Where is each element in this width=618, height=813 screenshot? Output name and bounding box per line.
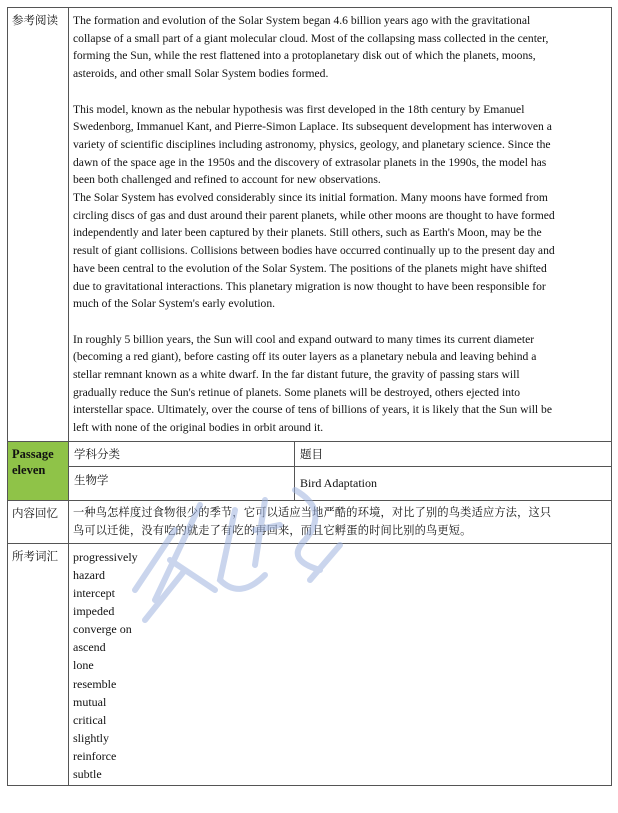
vocab-word: converge on — [73, 622, 132, 637]
vocab-word: hazard — [73, 567, 105, 582]
vocabulary-row — [8, 543, 612, 785]
reading-label: 参考阅读 — [8, 8, 69, 442]
vocab-word: intercept — [73, 586, 115, 601]
document-page — [7, 7, 611, 786]
reading-paragraph-1: The formation and evolution of the Solar System began 4.6 billion years ago with the gravitational collapse of a small part of a giant molecular cloud. Most of the collapsing mass collected in the center, forming the Sun, while the rest flattened into a protoplanetary disk out of which the planets, moons, asteroids, and other small Solar System bodies formed. — [73, 14, 549, 81]
vocabulary-list — [69, 543, 612, 785]
reading-paragraph-2: This model, known as the nebular hypothesis was first developed in the 18th century by Emanuel Swedenborg, Immanuel Kant, and Pierre-Simon Laplace. Its subsequent development has interwoven a variety of scientific disciplines including astronomy, physics, geology, and planetary science. Since the dawn of the space age in the 1950s and the discovery of extrasolar planets in the 1990s, the model has been both challenged and refined to account for new observations. — [73, 102, 552, 187]
title-header: 题目 — [295, 441, 612, 466]
reading-text — [69, 8, 612, 442]
reading-paragraph-4: In roughly 5 billion years, the Sun will cool and expand outward to many times its current diameter (becoming a red giant), before casting off its outer layers as a planetary nebula and leaving behind a stellar remnant known as a white dwarf. In the far distant future, the gravity of passing stars will gradually reduce the Sun's retinue of planets. Some planets will be destroyed, others ejected into interstellar space. Ultimately, over the course of tens of billions of years, it is likely that the Sun will be left with none of the original bodies in orbit around it. — [73, 332, 552, 435]
passage-header-row — [8, 441, 612, 466]
subject-header: 学科分类 — [69, 441, 295, 466]
passage-label: Passage eleven — [8, 441, 69, 500]
subject-value: 生物学 — [69, 466, 295, 500]
recall-text: 一种鸟怎样度过食物很少的季节，它可以适应当地严酷的环境，对比了别的鸟类适应方法，这只 鸟可以迁徙，没有吃的就走了有吃的再回来，而且它孵蛋的时间比别的鸟更短。 — [69, 500, 612, 543]
recall-row — [8, 500, 612, 543]
vocab-word: reinforce — [73, 748, 117, 763]
recall-label: 内容回忆 — [8, 500, 69, 543]
reading-row — [8, 8, 612, 442]
passage-table — [7, 7, 612, 786]
reading-paragraph-3: The Solar System has evolved considerably since its initial formation. Many moons have formed from circling discs of gas and dust around their parent planets, while other moons are thought to have formed independently and later been captured by their planets. Still others, such as Earth's Moon, may be the result of giant collisions. Collisions between bodies have occurred continually up to the present day and have been central to the evolution of the Solar System. The positions of the planets might have shifted due to gravitational interactions. This planetary migration is now thought to have been responsible for much of the Solar System's early evolution. — [73, 191, 555, 311]
passage-value-row — [8, 466, 612, 500]
vocabulary-label: 所考词汇 — [8, 543, 69, 785]
vocab-word: mutual — [73, 694, 107, 709]
vocab-word: lone — [73, 658, 94, 673]
vocab-word: impeded — [73, 604, 115, 619]
vocab-word: subtle — [73, 766, 102, 781]
vocab-word: ascend — [73, 640, 106, 655]
title-value: Bird Adaptation — [295, 466, 612, 500]
vocab-word: progressively — [73, 549, 138, 564]
vocab-word: slightly — [73, 730, 110, 745]
vocab-word: critical — [73, 712, 107, 727]
vocab-word: resemble — [73, 676, 117, 691]
